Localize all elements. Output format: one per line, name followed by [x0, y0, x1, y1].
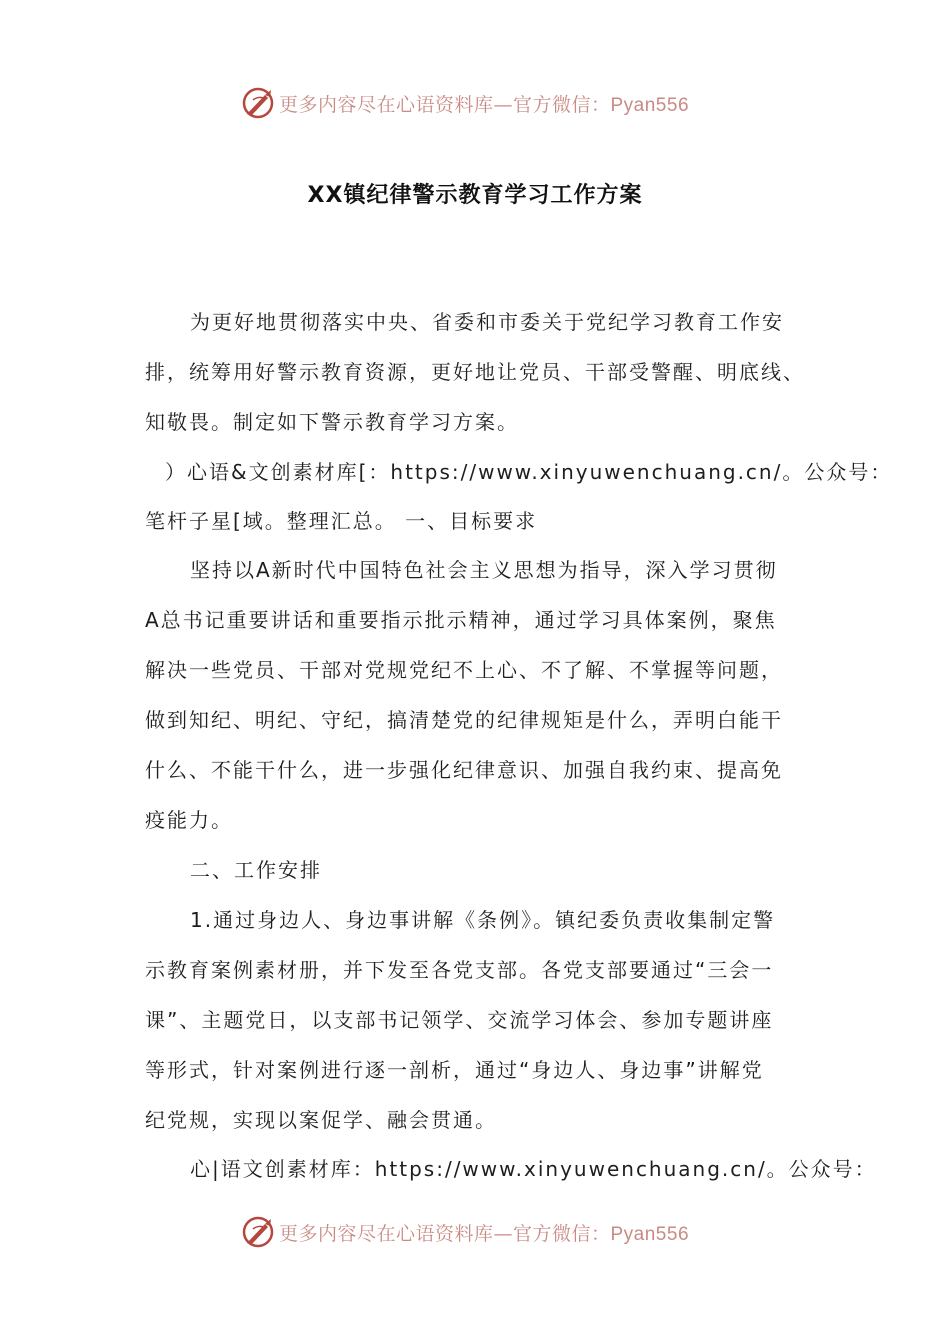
paragraph-line: 坚持以A新时代中国特色社会主义思想为指导，深入学习贯彻 [190, 558, 778, 582]
footer-banner-text: 更多内容尽在心语资料库—官方微信：Pyan556 [278, 1222, 690, 1245]
header-wechat-id: Pyan556 [610, 94, 690, 116]
paragraph-line: ）心语&文创素材库[：https://www.xinyuwenchuang.cn/。公众号： [165, 460, 893, 484]
paragraph-line: 什么、不能干什么，进一步强化纪律意识、加强自我约束、提高免 [145, 758, 783, 782]
paragraph-line: 等形式，针对案例进行逐一剖析，通过“身边人、身边事”讲解党 [145, 1058, 764, 1082]
paragraph-line: 课”、主题党日，以支部书记领学、交流学习体会、参加专题讲座 [145, 1008, 774, 1032]
document-title: XX镇纪律警示教育学习工作方案 [307, 183, 643, 208]
paragraph-line: 纪党规，实现以案促学、融会贯通。 [145, 1108, 497, 1132]
paragraph-line: 心|语文创素材库：https://www.xinyuwenchuang.cn/。公众号： [190, 1157, 877, 1181]
paragraph-line: 做到知纪、明纪、守纪，搞清楚党的纪律规矩是什么，弄明白能干 [145, 708, 783, 732]
paragraph-line: 示教育案例素材册，并下发至各党支部。各党支部要通过“三会一 [145, 958, 774, 982]
quill-pen-logo-icon [241, 86, 275, 120]
paragraph-line: 笔杆子星[域。整理汇总。 一、目标要求 [145, 509, 538, 533]
paragraph-line: 疫能力。 [145, 808, 233, 832]
header-banner [0, 83, 950, 123]
header-banner-text: 更多内容尽在心语资料库—官方微信：Pyan556 [278, 93, 690, 116]
paragraph-line: 为更好地贯彻落实中央、省委和市委关于党纪学习教育工作安 [190, 310, 784, 334]
section-heading: 二、工作安排 [190, 858, 322, 882]
paragraph-line: 1.通过身边人、身边事讲解《条例》。镇纪委负责收集制定警 [190, 908, 776, 932]
paragraph-line: 排，统筹用好警示教育资源，更好地让党员、干部受警醒、明底线、 [145, 360, 805, 384]
footer-banner [0, 1212, 950, 1252]
paragraph-line: A总书记重要讲话和重要指示批示精神，通过学习具体案例，聚焦 [145, 608, 777, 632]
quill-pen-logo-icon [241, 1215, 275, 1249]
paragraph-line: 知敬畏。制定如下警示教育学习方案。 [145, 410, 519, 434]
footer-wechat-id: Pyan556 [610, 1223, 690, 1245]
paragraph-line: 解决一些党员、干部对党规党纪不上心、不了解、不掌握等问题， [145, 658, 783, 682]
